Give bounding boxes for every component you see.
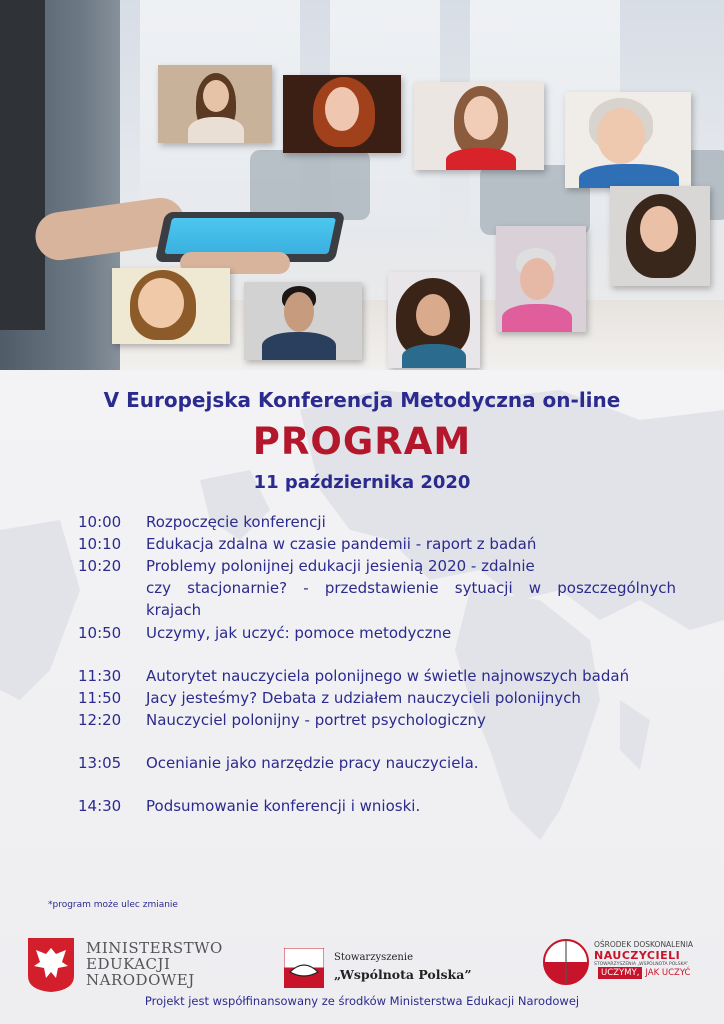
program-item: Rozpoczęcie konferencji bbox=[146, 513, 326, 531]
program-time: 13:05 bbox=[78, 754, 122, 772]
page-title: PROGRAM bbox=[252, 420, 472, 463]
portrait-photo bbox=[388, 272, 480, 368]
portrait-photo bbox=[112, 268, 230, 344]
program-time: 10:10 bbox=[78, 535, 122, 553]
program-item: Nauczyciel polonijny - portret psychologiczny bbox=[146, 711, 486, 729]
ministry-logo-text: MINISTERSTWO EDUKACJI NARODOWEJ bbox=[86, 939, 223, 989]
program-item: Ocenianie jako narzędzie pracy nauczyciela. bbox=[146, 754, 479, 772]
program-time: 11:30 bbox=[78, 667, 122, 685]
portrait-photo bbox=[158, 65, 272, 143]
program-time: 10:00 bbox=[78, 513, 122, 531]
program-note: *program może ulec zmianie bbox=[48, 900, 178, 910]
polish-eagle-emblem-icon bbox=[26, 936, 76, 994]
wspolnota-polska-logo-icon bbox=[284, 948, 324, 988]
portrait-photo bbox=[414, 82, 544, 170]
program-time: 12:20 bbox=[78, 711, 122, 729]
program-item: krajach bbox=[146, 601, 202, 619]
program-time: 10:20 bbox=[78, 557, 122, 575]
odn-logo-text: OŚRODEK DOSKONALENIA NAUCZYCIELI STOWARZYSZENIA „WSPÓLNOTA POLSKA” bbox=[594, 940, 694, 967]
program-item: Problemy polonijnej edukacji jesienią 2020 - zdalnie bbox=[146, 557, 535, 575]
portrait-photo bbox=[283, 75, 401, 153]
odn-slogan: UCZYMY, JAK UCZYĆ bbox=[598, 968, 691, 978]
wspolnota-polska-logo-text: Stowarzyszenie „Wspólnota Polska” bbox=[334, 952, 472, 982]
program-time: 11:50 bbox=[78, 689, 122, 707]
portrait-photo bbox=[610, 186, 710, 286]
program-item: Jacy jesteśmy? Debata z udziałem nauczycieli polonijnych bbox=[146, 689, 581, 707]
conference-date: 11 października 2020 bbox=[253, 472, 471, 493]
program-time: 14:30 bbox=[78, 797, 122, 815]
funding-footer: Projekt jest współfinansowany ze środków Ministerstwa Edukacji Narodowej bbox=[144, 994, 580, 1008]
portrait-photo bbox=[244, 282, 362, 360]
globe-logo-icon bbox=[540, 936, 592, 988]
program-item: Edukacja zdalna w czasie pandemii - raport z badań bbox=[146, 535, 537, 553]
conference-subtitle: V Europejska Konferencja Metodyczna on-line bbox=[103, 388, 621, 412]
program-item: Uczymy, jak uczyć: pomoce metodyczne bbox=[146, 624, 452, 642]
program-item: Autorytet nauczyciela polonijnego w świetle najnowszych badań bbox=[146, 667, 630, 685]
program-item: czy stacjonarnie? - przedstawienie sytuacji w poszczególnych bbox=[146, 579, 676, 597]
portrait-photo bbox=[496, 226, 586, 332]
program-time: 10:50 bbox=[78, 624, 122, 642]
header-photo bbox=[0, 0, 724, 370]
portrait-photo bbox=[565, 92, 691, 188]
program-item: Podsumowanie konferencji i wnioski. bbox=[146, 797, 421, 815]
